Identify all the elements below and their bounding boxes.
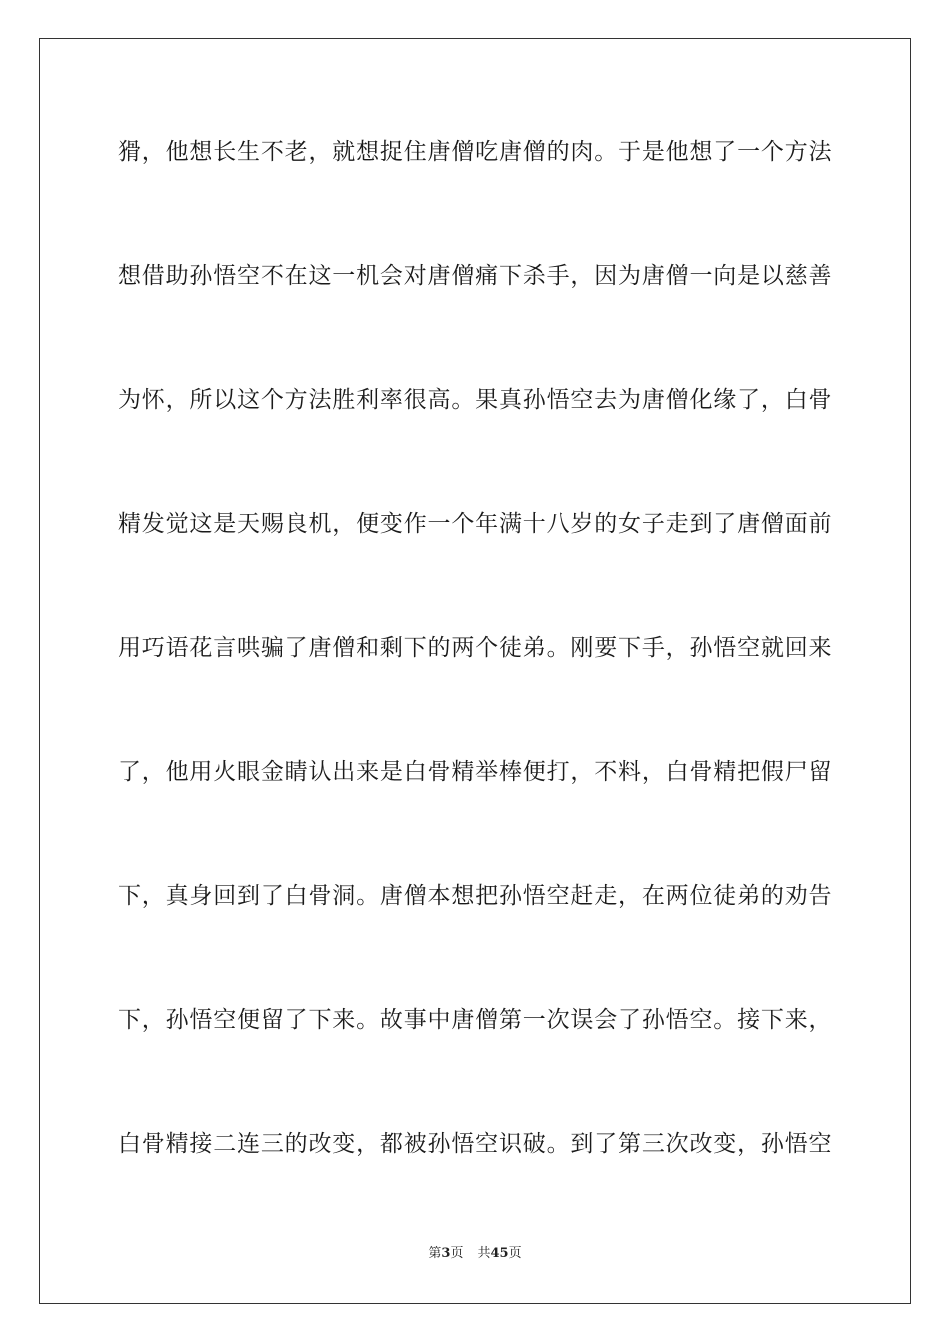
total-pages: 45 xyxy=(490,1246,509,1261)
text-line: 猾，他想长生不老，就想捉住唐僧吃唐僧的肉。于是他想了一个方法 xyxy=(118,139,832,165)
page-border xyxy=(39,38,911,1304)
text-line: 精发觉这是天赐良机，便变作一个年满十八岁的女子走到了唐僧面前 xyxy=(118,511,832,537)
text-line: 用巧语花言哄骗了唐僧和剩下的两个徒弟。刚要下手，孙悟空就回来 xyxy=(118,635,832,661)
page-prefix: 第 xyxy=(428,1246,442,1261)
text-line: 了，他用火眼金睛认出来是白骨精举棒便打，不料，白骨精把假尸留 xyxy=(118,759,832,785)
total-prefix: 共 xyxy=(477,1246,491,1261)
text-line: 下，真身回到了白骨洞。唐僧本想把孙悟空赶走，在两位徒弟的劝告 xyxy=(118,883,832,909)
page-suffix: 页 xyxy=(450,1246,464,1261)
page-footer xyxy=(0,1246,950,1262)
text-line: 为怀，所以这个方法胜利率很高。果真孙悟空去为唐僧化缘了，白骨 xyxy=(118,387,832,413)
text-line: 下，孙悟空便留了下来。故事中唐僧第一次误会了孙悟空。接下来， xyxy=(118,1007,832,1033)
text-line: 想借助孙悟空不在这一机会对唐僧痛下杀手，因为唐僧一向是以慈善 xyxy=(118,263,832,289)
page-number: 3 xyxy=(441,1246,451,1261)
total-suffix: 页 xyxy=(508,1246,522,1261)
text-line: 白骨精接二连三的改变，都被孙悟空识破。到了第三次改变，孙悟空 xyxy=(118,1131,832,1157)
